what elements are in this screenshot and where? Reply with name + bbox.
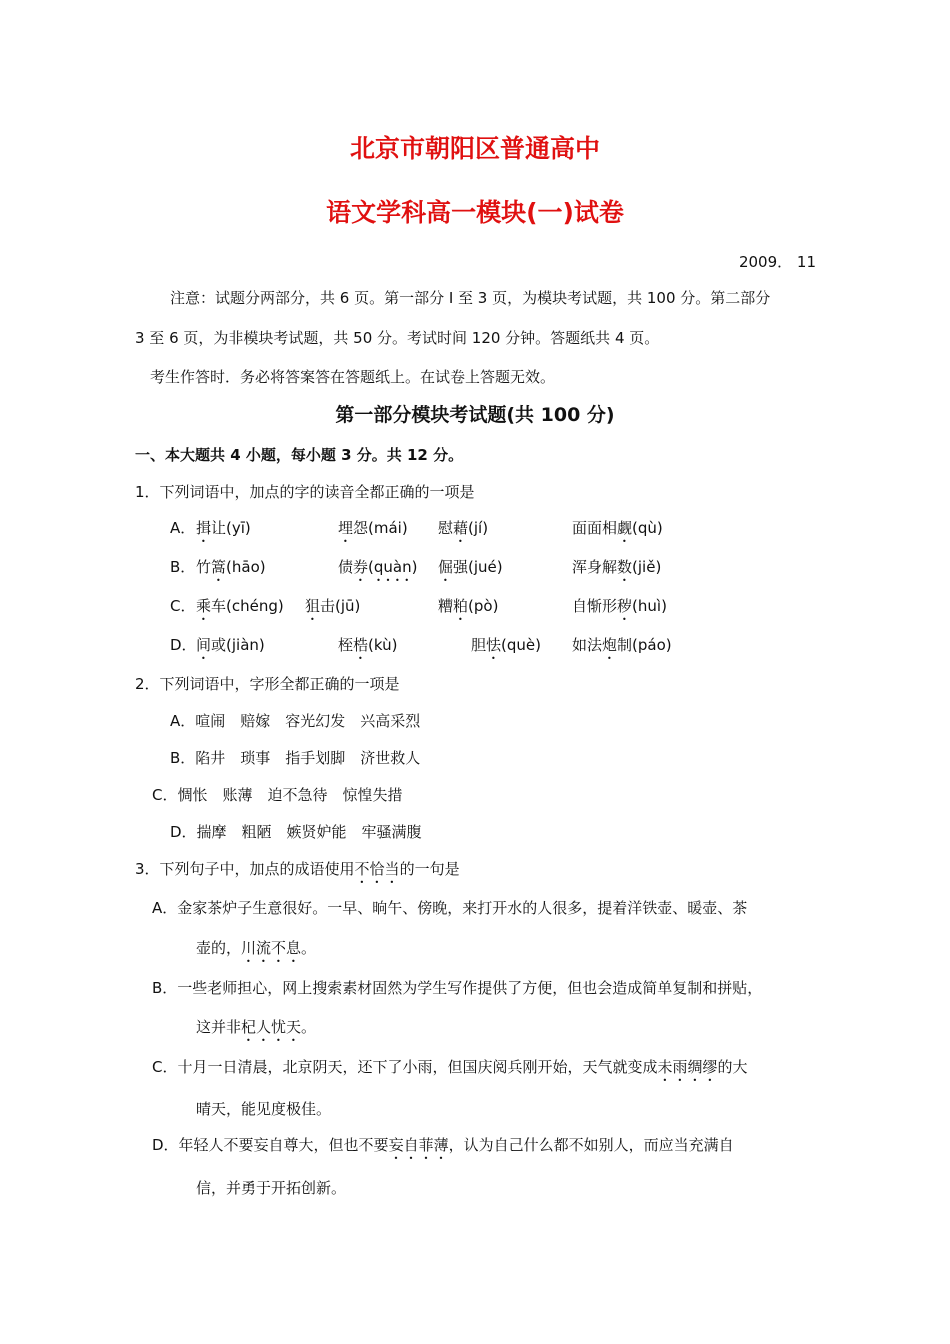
- q2-option-d: D．揣摩 粗陋 嫉贤妒能 牢骚满腹: [170, 823, 422, 841]
- q3-option-a-line1: A．金家茶炉子生意很好。一早、晌午、傍晚，来打开水的人很多，提着洋铁壶、暖壶、茶: [152, 899, 748, 917]
- q2-stem: 2．下列词语中，字形全都正确的一项是: [135, 675, 400, 693]
- q2-option-b: B．陷井 琐事 指手划脚 济世救人: [170, 749, 421, 767]
- notice-line-3: 考生作答时．务必将答案答在答题纸上。在试卷上答题无效。: [150, 368, 556, 386]
- exam-title-line1: 北京市朝阳区普通高中: [349, 134, 600, 163]
- exam-title-line2: 语文学科高一模块(一)试卷: [326, 198, 624, 227]
- section1-heading: 一、本大题共 4 小题，每小题 3 分。共 12 分。: [135, 446, 464, 464]
- q3-stem: 3．下列句子中，加点的成语使用不恰当的一句是: [135, 860, 460, 878]
- q3-option-c-line1: C．十月一日清晨，北京阴天，还下了小雨，但国庆阅兵刚开始，天气就变成未雨绸缪的大: [152, 1058, 748, 1076]
- q3-option-d-line1: D．年轻人不要妄自尊大，但也不要妄自菲薄，认为自己什么都不如别人，而应当充满自: [152, 1136, 734, 1154]
- exam-page: 北京市朝阳区普通高中 语文学科高一模块(一)试卷 2009． 11 注意：试题分两部分，共 6 页。第一部分 I 至 3 页，为模块考试题，共 100 分。第二部分 3 至 6 页，为非模块考试题，共 50 分。考试时间 120 分钟。答题纸共 4 页。 考生作答时．务必将答案答在答题纸上。在试卷上答题无效。 第一部分模块考试题(共 100 分) 一、本大题共 4 小题，每小题 3 分。共 12 分。 1．下列词语中，加点的字的读音全都正确的一项是 A． 揖让(yī) 埋怨(mái) 慰藉(jí) 面面相觑(qù) B． 竹篙(hāo) 债券(quàn) 倔强(jué) 浑身解数(jiě) C． 乘车(chéng) 狙击(jū) 糟粕(pò) 自惭形秽(huì) D． 间或(jiàn) 桎梏(kù) 胆怯(què) 如法炮制(páo) 2．下列词语中，字形全都正确的一项是 A．喧闹 赔嫁 容光幻发 兴高采烈 B．陷井 琐事 指手划脚 济世救人 C．惆怅 账薄 迫不急待 惊惶失措 D．揣摩 粗陋 嫉贤妒能 牢骚满腹 3．下列句子中，加点的成语使用不恰当的一句是 A．金家茶炉子生意很好。一早、晌午、傍晚，来打开水的人很多，提着洋铁壶、暖壶、茶 壶的，川流不息。 B．一些老师担心，网上搜索素材固然为学生写作提供了方便，但也会造成简单复制和拼贴， 这并非杞人忧天。 C．十月一日清晨，北京阴天，还下了小雨，但国庆阅兵刚开始，天气就变成未雨绸缪的大 晴天，能见度极佳。 D．年轻人不要妄自尊大，但也不要妄自菲薄，认为自己什么都不如别人，而应当充满自 信，并勇于开拓创新。: [0, 0, 950, 1344]
- exam-date: 2009． 11: [738, 253, 816, 271]
- q3-option-b-line2: 这并非杞人忧天。: [196, 1018, 317, 1036]
- q1-stem: 1．下列词语中，加点的字的读音全都正确的一项是: [135, 483, 475, 501]
- notice-line-1: 注意：试题分两部分，共 6 页。第一部分 I 至 3 页，为模块考试题，共 100 分。第二部分: [170, 289, 771, 307]
- q2-option-a: A．喧闹 赔嫁 容光幻发 兴高采烈: [170, 712, 421, 730]
- q3-option-c-line2: 晴天，能见度极佳。: [196, 1100, 332, 1118]
- q2-option-c: C．惆怅 账薄 迫不急待 惊惶失措: [152, 786, 403, 804]
- part1-heading: 第一部分模块考试题(共 100 分): [335, 404, 615, 426]
- notice-line-2: 3 至 6 页，为非模块考试题，共 50 分。考试时间 120 分钟。答题纸共 4 页。: [135, 329, 660, 347]
- q3-option-b-line1: B．一些老师担心，网上搜索素材固然为学生写作提供了方便，但也会造成简单复制和拼贴，: [152, 979, 763, 997]
- q3-option-d-line2: 信，并勇于开拓创新。: [196, 1179, 347, 1197]
- q3-option-a-line2: 壶的，川流不息。: [196, 939, 317, 957]
